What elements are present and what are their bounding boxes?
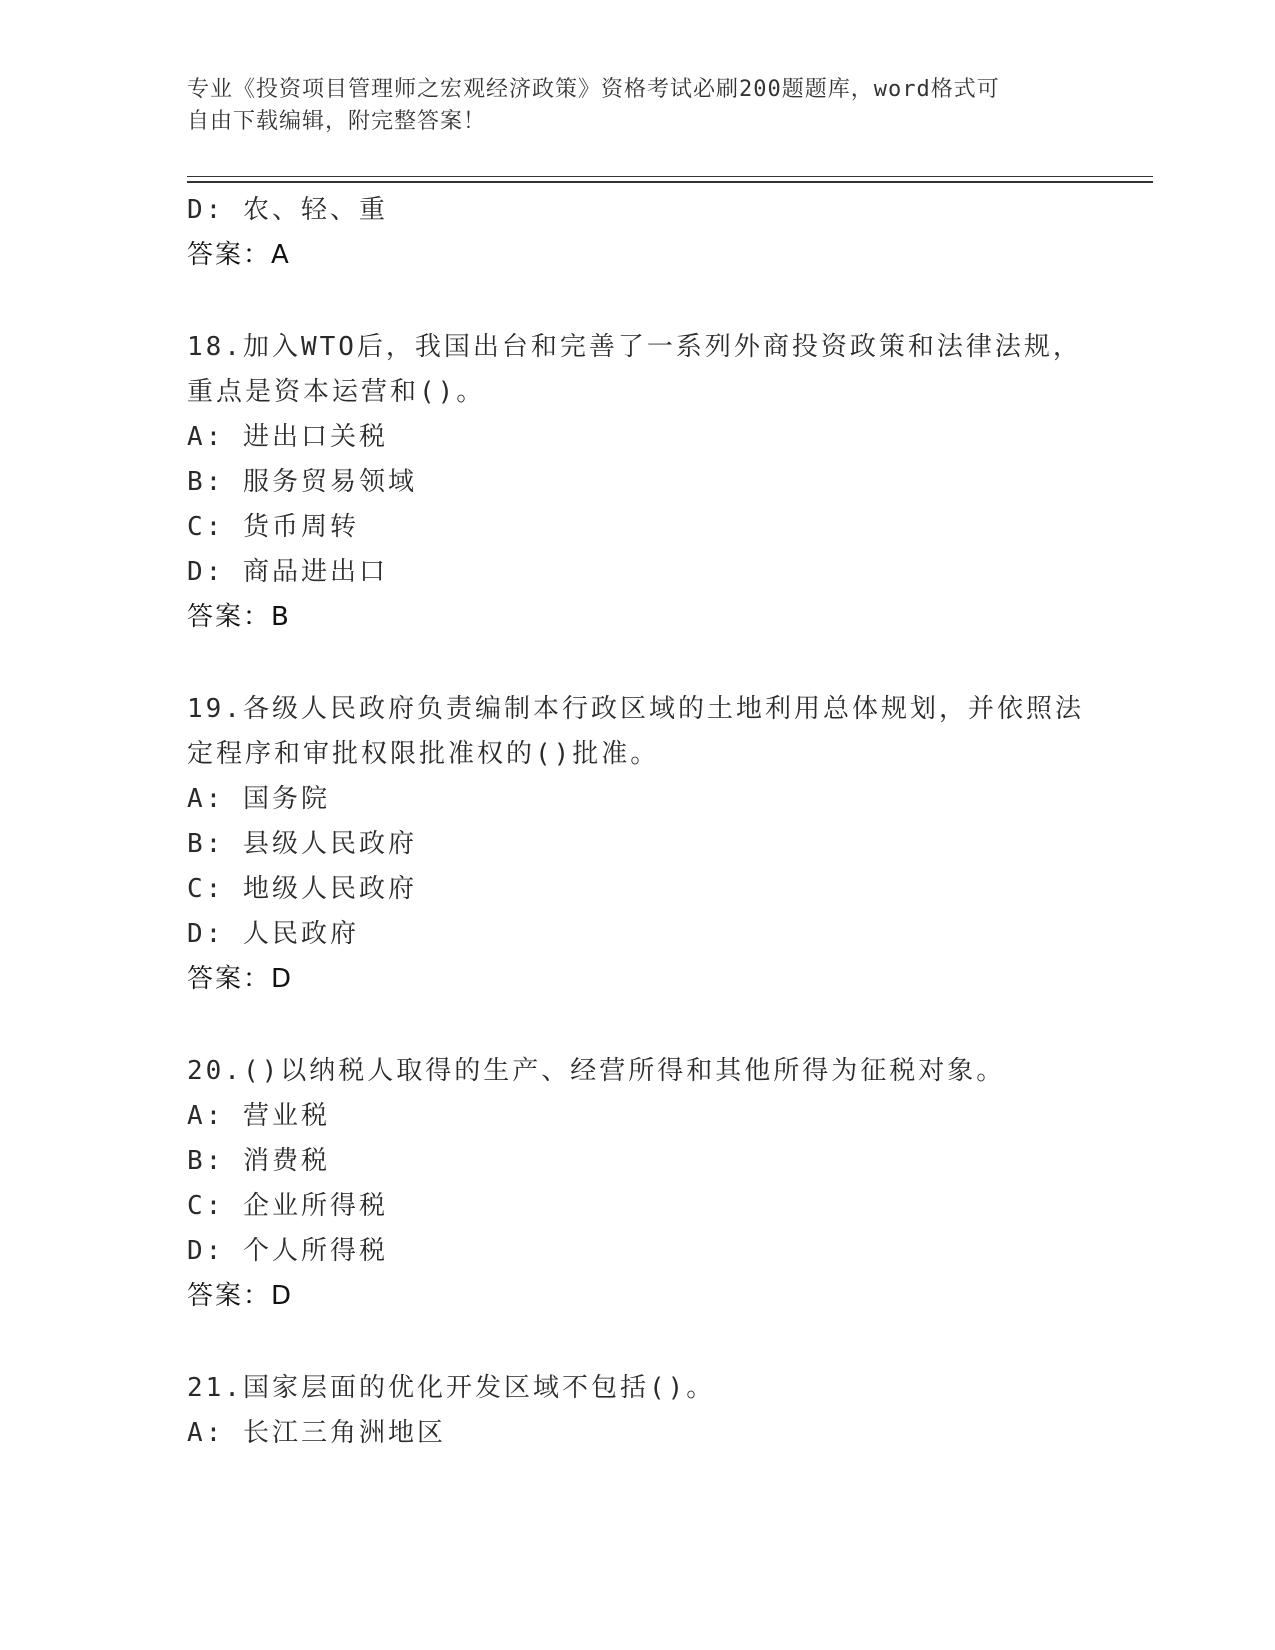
option-d: D: 人民政府: [187, 919, 359, 949]
option-c: C: 企业所得税: [187, 1191, 388, 1221]
question-stem: 重点是资本运营和()。: [187, 377, 486, 407]
header-line-2: 自由下载编辑，附完整答案！: [187, 109, 487, 134]
question-20: [187, 1049, 1087, 1319]
option-c: C: 地级人民政府: [187, 874, 417, 904]
answer: 答案：D: [187, 964, 294, 994]
spacer: [187, 1002, 1087, 1049]
question-19: [187, 687, 1087, 1002]
option-b: B: 县级人民政府: [187, 829, 417, 859]
question-21: [187, 1366, 1087, 1456]
option-d: D: 商品进出口: [187, 557, 388, 587]
spacer: [187, 278, 1087, 325]
prev-answer: 答案：A: [187, 240, 291, 270]
question-18: [187, 325, 1087, 640]
question-stem: 18.加入WTO后，我国出台和完善了一系列外商投资政策和法律法规，: [187, 332, 1082, 362]
header-divider-thick: [187, 181, 1153, 183]
header-divider-thin: [187, 176, 1153, 177]
spacer: [187, 1319, 1087, 1366]
option-a: A: 进出口关税: [187, 422, 388, 452]
document-header: [187, 74, 1067, 138]
question-list: [187, 188, 1087, 1456]
answer: 答案：B: [187, 602, 291, 632]
question-stem: 21.国家层面的优化开发区域不包括()。: [187, 1373, 716, 1403]
question-stem: 20.()以纳税人取得的生产、经营所得和其他所得为征税对象。: [187, 1056, 1006, 1086]
option-d: D: 个人所得税: [187, 1236, 388, 1266]
option-a: A: 长江三角洲地区: [187, 1418, 446, 1448]
option-c: C: 货币周转: [187, 512, 359, 542]
question-stem: 定程序和审批权限批准权的()批准。: [187, 739, 660, 769]
header-line-1: 专业《投资项目管理师之宏观经济政策》资格考试必刷200题题库，word格式可: [187, 77, 1000, 102]
question-stem: 19.各级人民政府负责编制本行政区域的土地利用总体规划，并依照法: [187, 694, 1084, 724]
spacer: [187, 640, 1087, 687]
option-a: A: 国务院: [187, 784, 330, 814]
option-b: B: 消费税: [187, 1146, 330, 1176]
prev-option-d: D: 农、轻、重: [187, 195, 388, 225]
answer: 答案：D: [187, 1281, 294, 1311]
option-a: A: 营业税: [187, 1101, 330, 1131]
option-b: B: 服务贸易领域: [187, 467, 417, 497]
